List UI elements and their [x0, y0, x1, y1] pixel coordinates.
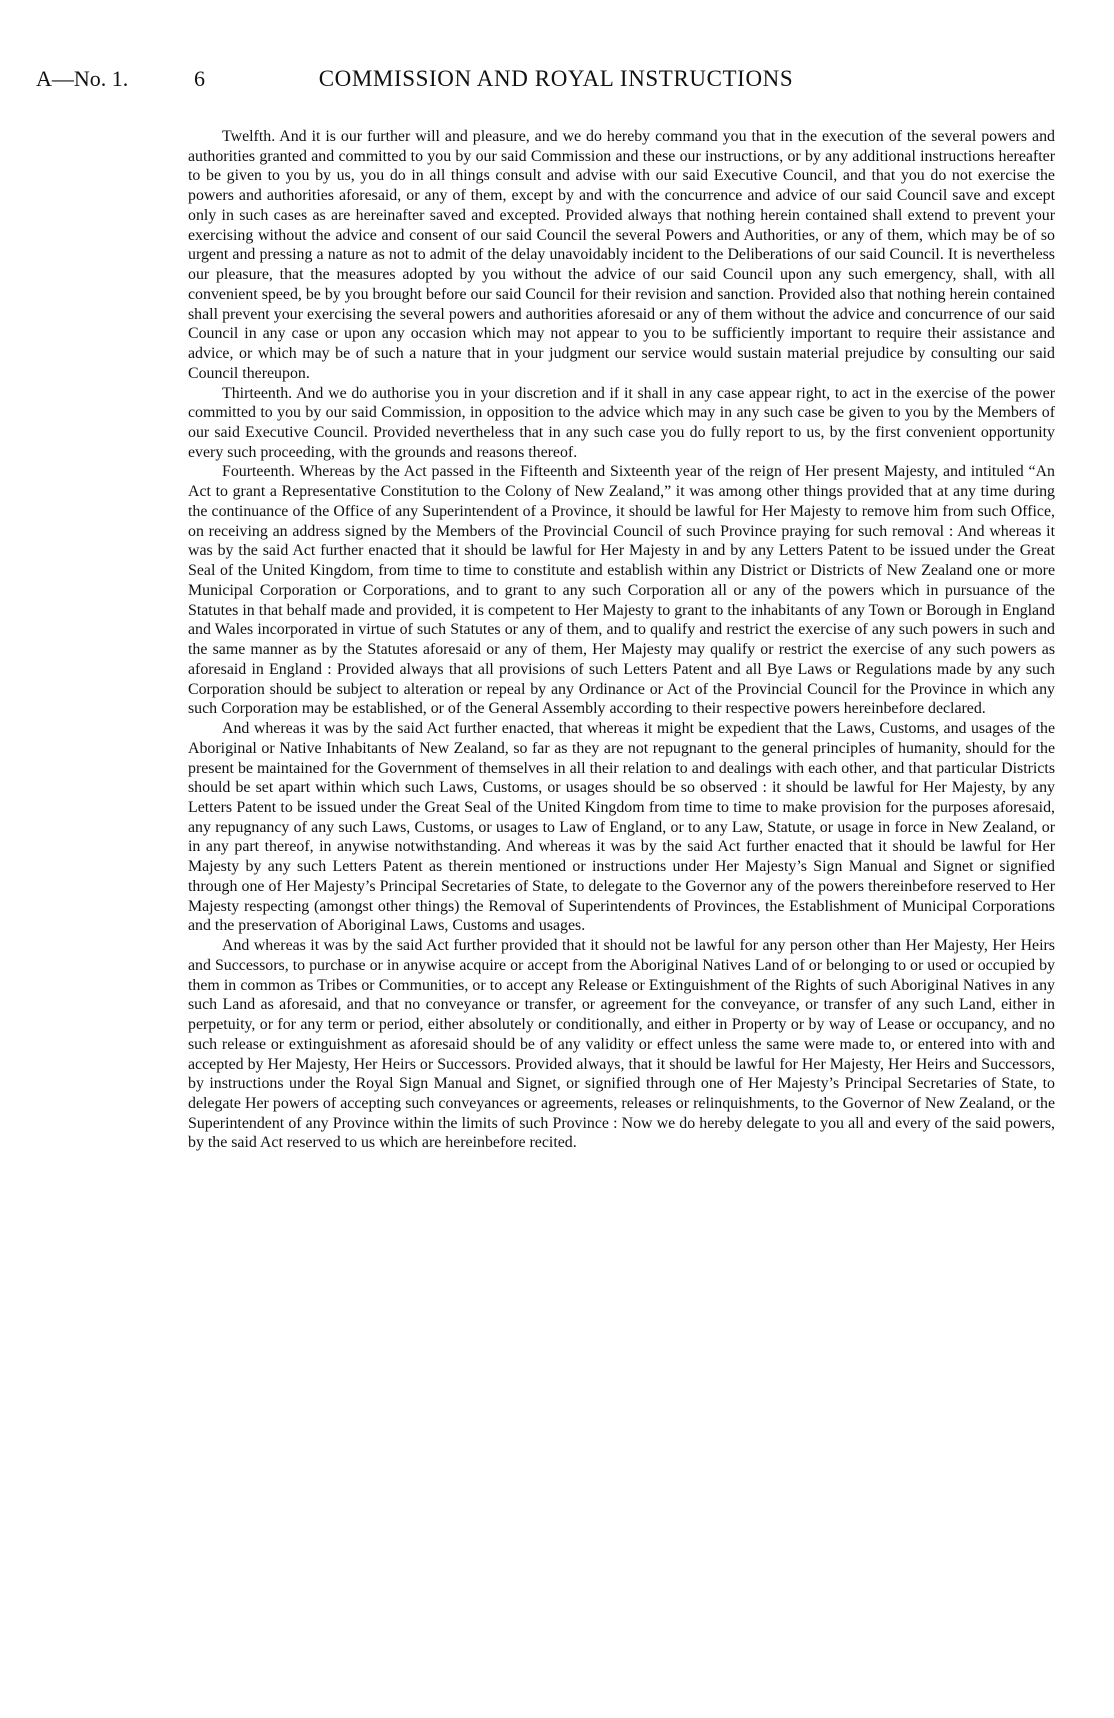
page-header: [36, 66, 1076, 100]
document-reference: A—No. 1.: [36, 66, 129, 91]
paragraph-twelfth: Twelfth. And it is our further will and pleasure, and we do hereby command you that in the execution of the several powers and authorities granted and committed to you by our said Commission and these our instructions, or by any additional instructions hereafter to be given to you by us, you do in all things consult and advise with our said Executive Council, and that you do not exercise the powers and authorities aforesaid, or any of them, except by and with the concurrence and advice of our said Council save and except only in such cases as are hereinafter saved and excepted. Provided always that nothing herein contained shall extend to prevent your exercising without the advice and consent of our said Council the several Powers and Authorities, or any of them, which may be of so urgent and pressing a nature as not to admit of the delay unavoidably incident to the Deliberations of our said Council. It is nevertheless our pleasure, that the measures adopted by you without the advice of our said Council upon any such emergency, shall, with all convenient speed, be by you brought before our said Council for their revision and sanction. Provided also that nothing herein contained shall prevent your exercising the several powers and authorities aforesaid or any of them without the advice and concurrence of our said Council in any case or upon any occasion which may not appear to you to be sufficiently important to require their assistance and advice, or which may be of such a nature that in your judgment our service would sustain material prejudice by consulting our said Council thereupon.: [188, 128, 1055, 382]
body-text: [188, 127, 1055, 1153]
page-title: COMMISSION AND ROYAL INSTRUCTIONS: [318, 66, 794, 91]
paragraph-thirteenth: Thirteenth. And we do authorise you in your discretion and if it shall in any case appear right, to act in the exercise of the power committed to you by our said Commission, in opposition to the advice which may in any such case be given to you by the Members of our said Executive Council. Provided nevertheless that in any such case you do fully report to us, by the first convenient opportunity every such proceeding, with the grounds and reasons thereof.: [188, 384, 1055, 461]
paragraph-native-laws: And whereas it was by the said Act further enacted, that whereas it might be expedient that the Laws, Customs, and usages of the Aboriginal or Native Inhabitants of New Zealand, so far as they are not repugnant to the general principles of humanity, should for the present be maintained for the Government of themselves in all their relation to and dealings with each other, and that particular Districts should be set apart within which such Laws, Customs, or usages should be so observed : it should be lawful for Her Majesty, by any Letters Patent to be issued under the Great Seal of the United Kingdom from time to time to make provision for the purposes aforesaid, any repugnancy of any such Laws, Customs, or usages to Law of England, or to any Law, Statute, or usage in force in New Zealand, or in any part thereof, in anywise notwithstanding. And whereas it was by the said Act further enacted that it should be lawful for Her Majesty by any such Letters Patent as therein mentioned or instructions under Her Majesty’s Sign Manual and Signet or signified through one of Her Majesty’s Principal Secretaries of State, to delegate to the Governor any of the powers thereinbefore reserved to Her Majesty respecting (amongst other things) the Removal of Superintendents of Provinces, the Establishment of Municipal Corporations and the preservation of Aboriginal Laws, Customs and usages.: [188, 720, 1055, 935]
paragraph-native-land: And whereas it was by the said Act further provided that it should not be lawful for any person other than Her Majesty, Her Heirs and Successors, to purchase or in anywise acquire or accept from the Aboriginal Natives Land of or belonging to or used or occupied by them in common as Tribes or Communities, or to accept any Release or Extinguishment of the Rights of such Aboriginal Natives in any such Land as aforesaid, and that no conveyance or transfer, or agreement for the conveyance, or transfer of any such Land, either in perpetuity, or for any term or period, either absolutely or conditionally, and either in Property or by way of Lease or occupancy, and no such release or extinguishment as aforesaid should be of any validity or effect unless the same were made to, or entered into with and accepted by Her Majesty, Her Heirs or Successors. Provided always, that it should be lawful for Her Majesty, Her Heirs and Successors, by instructions under the Royal Sign Manual and Signet, or signified through one of Her Majesty’s Principal Secretaries of State, to delegate Her powers of accepting such conveyances or agreements, releases or relinquishments, to the Governor of New Zealand, or the Superintendent of any Province within the limits of such Province : Now we do hereby delegate to you all and every of the said powers, by the said Act reserved to us which are hereinbefore recited.: [188, 937, 1055, 1152]
paragraph-fourteenth: Fourteenth. Whereas by the Act passed in the Fifteenth and Sixteenth year of the reign of Her present Majesty, and intituled “An Act to grant a Representative Constitution to the Colony of New Zealand,” it was among other things provided that at any time during the continuance of the Office of any Superintendent of a Province, it should be lawful for Her Majesty to remove him from such Office, on receiving an address signed by the Members of the Provincial Council of such Province praying for such removal : And whereas it was by the said Act further enacted that it should be lawful for Her Majesty in and by any Letters Patent to be issued under the Great Seal of the United Kingdom, from time to time to constitute and establish within any District or Districts of New Zealand one or more Municipal Corporation or Corporations, and to grant to any such Corporation all or any of the powers which in pursuance of the Statutes in that behalf made and provided, it is competent to Her Majesty to grant to the inhabitants of any Town or Borough in England and Wales incorporated in virtue of such Statutes or any of them, and to qualify and restrict the exercise of any such powers in such and the same manner as by the Statutes aforesaid or any of them, Her Majesty may qualify or restrict the exercise of any such powers as aforesaid in England : Provided always that all provisions of such Letters Patent and all Bye Laws or Regulations made by any such Corporation should be subject to alteration or repeal by any Ordinance or Act of the Provincial Council for the Province in which any such Corporation may be established, or of the General Assembly according to their respective powers hereinbefore declared.: [188, 463, 1055, 718]
page-number: 6: [194, 66, 205, 91]
